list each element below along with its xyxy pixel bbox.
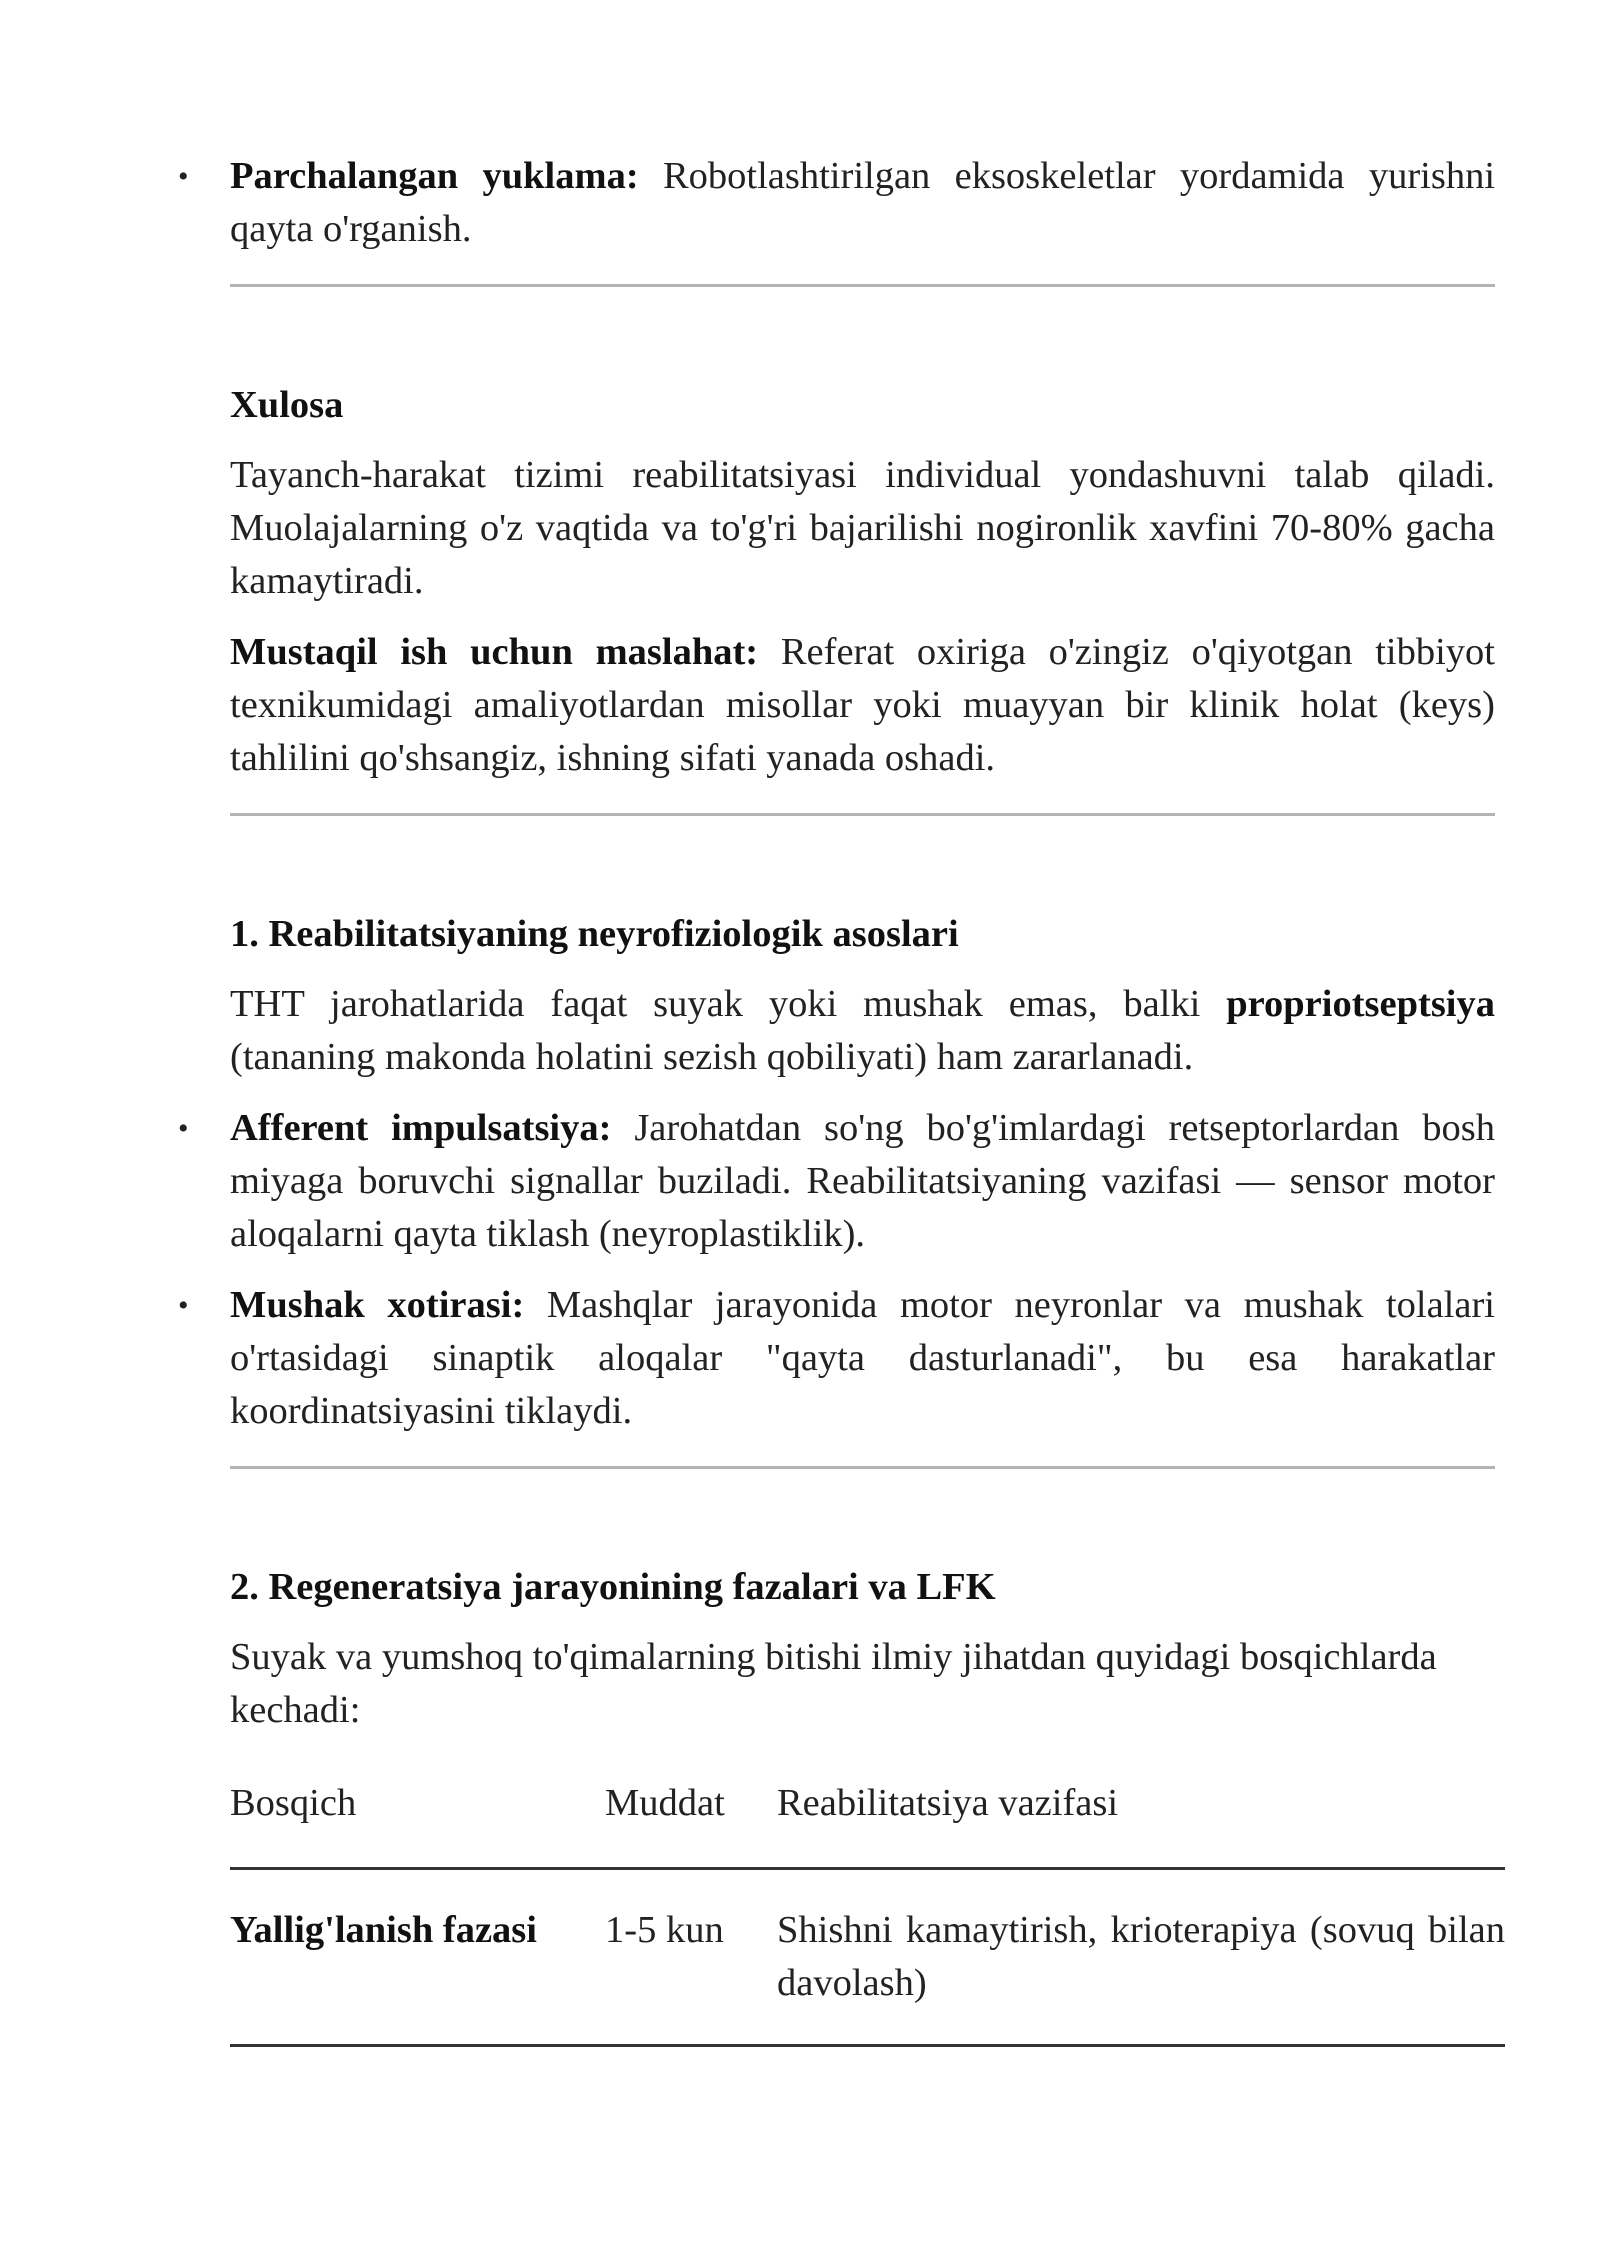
table-cell: Yallig'lanish fazasi	[230, 1909, 537, 1951]
divider	[230, 813, 1495, 816]
table-header-row	[230, 1777, 1505, 1867]
section-heading: 1. Reabilitatsiyaning neyrofiziologik asoslari	[230, 913, 959, 955]
document-page	[178, 150, 1505, 2047]
intro-text: THT jarohatlarida faqat suyak yoki mushak emas, balki	[230, 983, 1201, 1025]
advice-text: Referat oxiriga o'zingiz o'qiyotgan tibbiyot texnikumidagi amaliyotlardan misollar yoki muayyan bir klinik holat (keys) tahlilini qo'shsangiz, ishning sifati yanada oshadi.	[230, 631, 1496, 779]
list-item	[178, 150, 1496, 256]
table-row	[230, 1870, 1505, 2044]
list-item	[178, 1102, 1495, 1261]
list-item-body: Robotlashtirilgan eksoskeletlar yordamida yurishni qayta o'rganish.	[230, 155, 1496, 250]
section-heading: 2. Regeneratsiya jarayonining fazalari va LFK	[230, 1566, 996, 1608]
advice-paragraph	[230, 626, 1495, 785]
divider	[230, 1466, 1495, 1469]
intro-term: propriotseptsiya	[1226, 983, 1495, 1025]
conclusion-paragraph: Tayanch-harakat tizimi reabilitatsiyasi individual yondashuvni talab qiladi. Muolajalarning o'z vaqtida va to'g'ri bajarilishi nogironlik xavfini 70-80% gacha kamaytiradi.	[230, 454, 1495, 602]
advice-label: Mustaqil ish uchun maslahat:	[230, 631, 759, 673]
divider	[230, 284, 1495, 287]
list-item-text	[230, 150, 1495, 256]
bullet-icon: •	[178, 1289, 189, 1322]
section-intro	[230, 978, 1495, 1084]
section-intro: Suyak va yumshoq to'qimalarning bitishi ilmiy jihatdan quyidagi bosqichlarda kechadi:	[230, 1636, 1437, 1731]
section-heading: Xulosa	[230, 384, 344, 426]
bullet-icon: •	[178, 160, 189, 193]
bullet-icon: •	[178, 1112, 189, 1145]
list-item-body: Mashqlar jarayonida motor neyronlar va mushak tolalari o'rtasidagi sinaptik aloqalar "qayta dasturlanadi", bu esa harakatlar koordinatsiyasini tiklaydi.	[230, 1284, 1495, 1432]
list-item	[178, 1279, 1495, 1438]
column-header: Bosqich	[230, 1782, 357, 1824]
column-header: Muddat	[605, 1782, 725, 1824]
table-cell: Shishni kamaytirish, krioterapiya (sovuq bilan davolash)	[777, 1909, 1505, 2004]
table-rule	[230, 2044, 1505, 2047]
list-item-label: Mushak xotirasi:	[230, 1284, 525, 1326]
list-item-body: Jarohatdan so'ng bo'g'imlardagi retseptorlardan bosh miyaga boruvchi signallar buziladi. Reabilitatsiyaning vazifasi — sensor motor aloqalarni qayta tiklash (neyroplastiklik).	[230, 1107, 1495, 1255]
list-item-text	[230, 1279, 1495, 1438]
intro-text: (tananing makonda holatini sezish qobiliyati) ham zararlanadi.	[230, 1036, 1194, 1078]
phases-table	[230, 1777, 1505, 2047]
list-item-label: Afferent impulsatsiya:	[230, 1107, 612, 1149]
column-header: Reabilitatsiya vazifasi	[777, 1782, 1119, 1824]
list-item-label: Parchalangan yuklama:	[230, 155, 639, 197]
list-item-text	[230, 1102, 1495, 1261]
table-cell: 1-5 kun	[605, 1909, 724, 1951]
